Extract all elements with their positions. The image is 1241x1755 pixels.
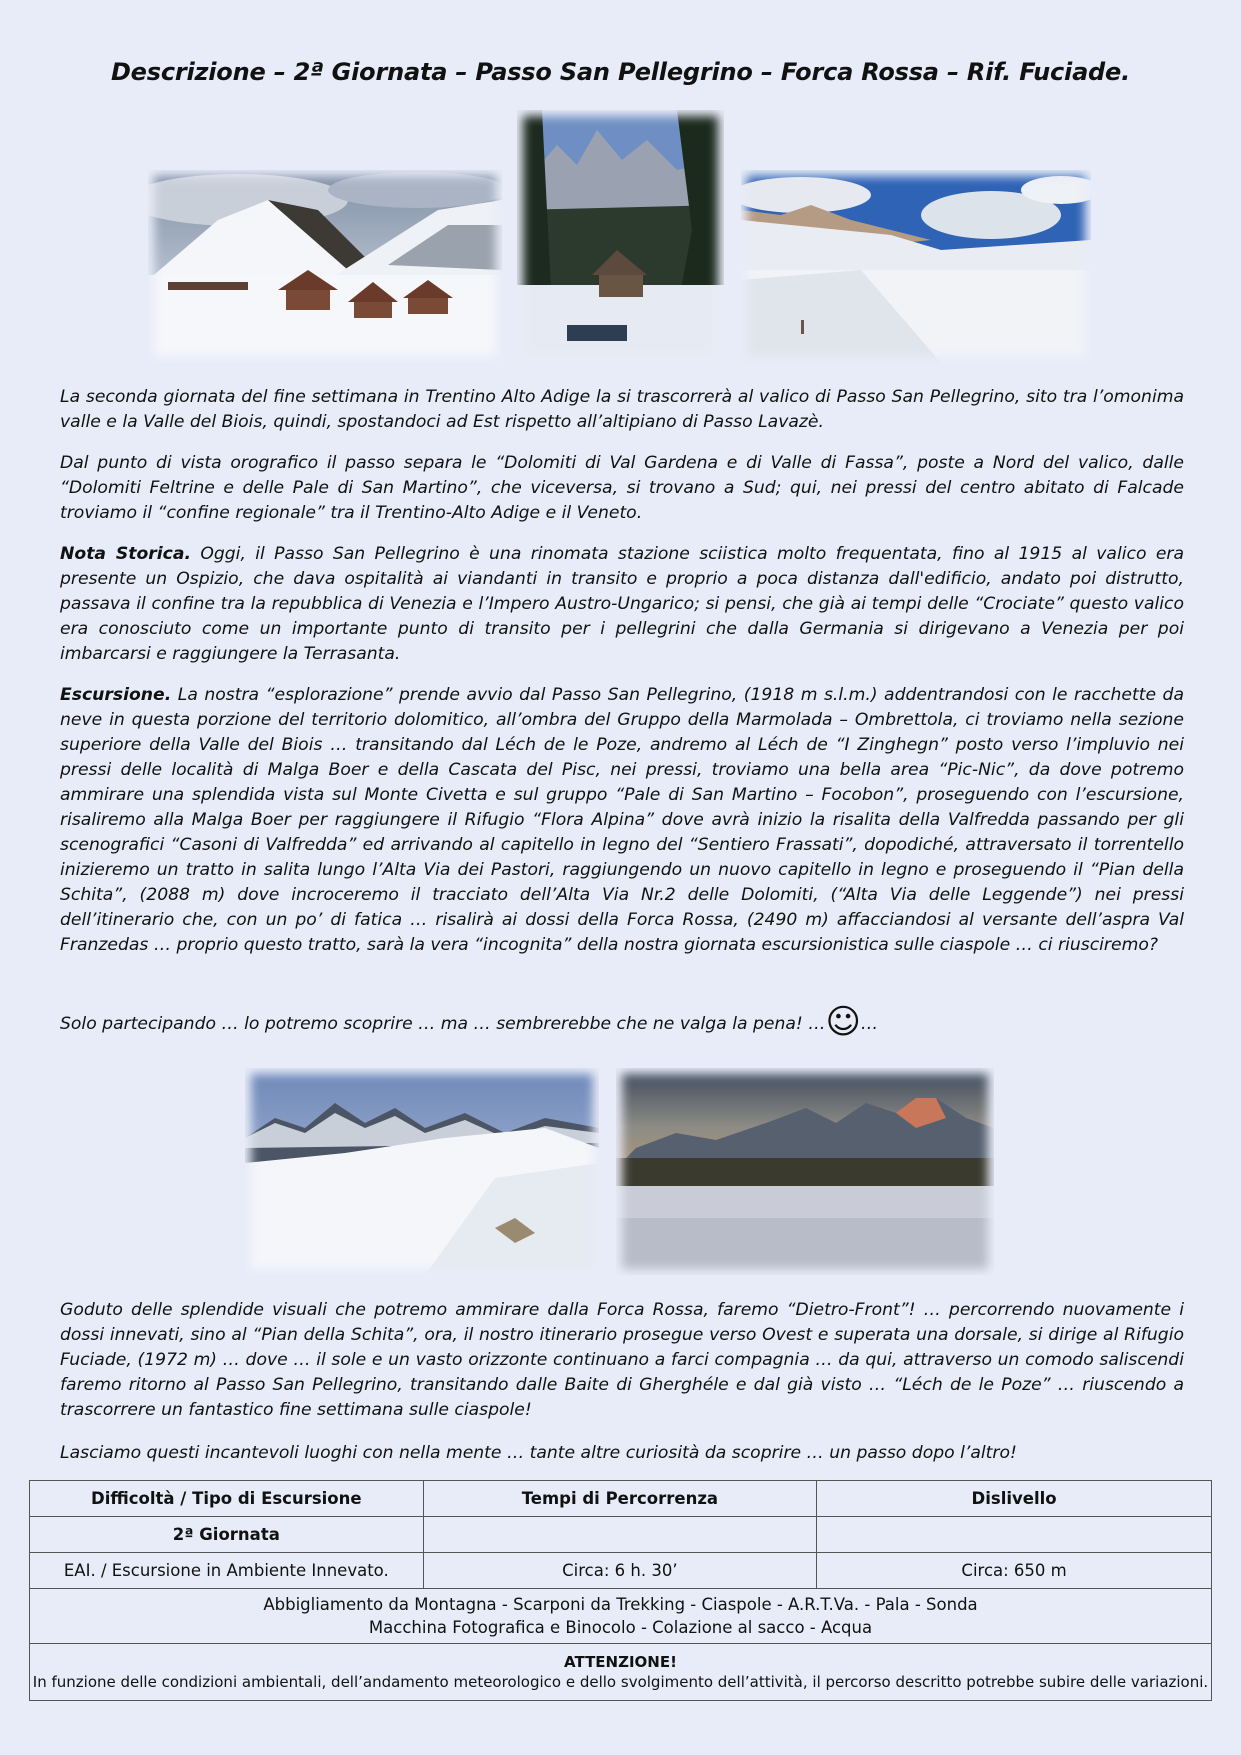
paragraph-closing (60, 1441, 1184, 1466)
time-value: Circa: 6 h. 30’ (423, 1553, 817, 1589)
paragraph-history (60, 542, 1184, 667)
excursion-info-table (29, 1480, 1212, 1701)
history-label: Nota Storica. (60, 544, 191, 564)
smiley-icon: ☺ (825, 1002, 861, 1042)
warning-row (30, 1644, 1212, 1701)
paragraph-orography (60, 451, 1184, 526)
paragraph-return (60, 1298, 1184, 1423)
paragraph-excursion (60, 683, 1184, 958)
table-header-row (30, 1481, 1212, 1517)
equipment-line-1: Abbigliamento da Montagna - Scarponi da Trekking - Ciaspole - A.R.T.Va. - Pala - Sonda (263, 1595, 978, 1614)
warning-title: ATTENZIONE! (564, 1653, 677, 1671)
warning-text: In funzione delle condizioni ambientali, dell’andamento meteorologico e dello svolgimento dell’attività, il percorso descritto potrebbe subire delle variazioni. (32, 1673, 1209, 1691)
photo-mountain-hut (517, 110, 724, 363)
orography-text: Dal punto di vista orografico il passo separa le “Dolomiti di Val Gardena e di Valle di Fassa”, poste a Nord del valico, dalle “Dolomiti Feltrine e delle Pale di San Martino”, che viceversa, si trovano a Sud; qui, nei pressi del centro abitato di Falcade troviamo il “confine regionale” tra il Trentino-Alto Adige e il Veneto. (60, 453, 1184, 523)
paragraph-teaser (60, 1002, 1184, 1042)
teaser-ellipsis: … (860, 1014, 879, 1034)
table-row (30, 1553, 1212, 1589)
empty-cell (423, 1517, 817, 1553)
excursion-label: Escursione. (60, 685, 172, 705)
photo-snowy-valley (741, 170, 1091, 363)
difficulty-value: EAI. / Escursione in Ambiente Innevato. (30, 1553, 424, 1589)
header-elevation: Dislivello (817, 1481, 1212, 1517)
photo-snowy-village (148, 170, 502, 362)
history-text: Oggi, il Passo San Pellegrino è una rinomata stazione sciistica molto frequentata, fino al 1915 al valico era presente un Ospizio, che dava ospitalità ai viandanti in transito e proprio a poca distanza dall'edificio, andato poi distrutto, passava il confine tra la repubblica di Venezia e l’Impero Austro-Ungarico; si pensi, che già ai tempi delle “Crociate” questo valico era conosciuto come un importante punto di transito per i pellegrini che dalla Germania si dirigevano a Venezia per poi imbarcarsi e raggiungere la Terrasanta. (60, 544, 1184, 664)
equipment-cell (30, 1589, 1212, 1644)
intro-text: La seconda giornata del fine settimana in Trentino Alto Adige la si trascorrerà al valico di Passo San Pellegrino, sito tra l’omonima valle e la Valle del Biois, quindi, spostandoci ad Est rispetto all’altipiano di Passo Lavazè. (60, 387, 1184, 432)
equipment-line-2: Macchina Fotografica e Binocolo - Colazione al sacco - Acqua (368, 1618, 873, 1637)
header-difficulty: Difficoltà / Tipo di Escursione (30, 1481, 424, 1517)
photo-dolomites-snowfield (245, 1068, 599, 1275)
return-text: Goduto delle splendide visuali che potremo ammirare dalla Forca Rossa, faremo “Dietro-Front”! … percorrendo nuovamente i dossi innevati, sino al “Pian della Schita”, ora, il nostro itinerario prosegue verso Ovest e superata una dorsale, si dirige al Rifugio Fuciade, (1972 m) … dove … il sole e un vasto orizzonte continuano a farci compagnia … da qui, attraverso un comodo saliscendi faremo ritorno al Passo San Pellegrino, transitando dalle Baite di Gherghéle e dal già visto … “Léch de le Poze” … riuscendo a trascorrere un fantastico fine settimana sulle ciaspole! (60, 1300, 1184, 1420)
teaser-text: Solo partecipando … lo potremo scoprire … ma … sembrerebbe che ne valga la pena! … (60, 1014, 826, 1034)
closing-text: Lasciamo questi incantevoli luoghi con nella mente … tante altre curiosità da scoprire … un passo dopo l’altro! (60, 1443, 1017, 1463)
photo-pale-sunset (616, 1068, 994, 1275)
header-times: Tempi di Percorrenza (423, 1481, 817, 1517)
day-label: 2ª Giornata (30, 1517, 424, 1553)
equipment-row (30, 1589, 1212, 1644)
warning-cell (30, 1644, 1212, 1701)
elevation-value: Circa: 650 m (817, 1553, 1212, 1589)
paragraph-intro (60, 385, 1184, 435)
excursion-text: La nostra “esplorazione” prende avvio dal Passo San Pellegrino, (1918 m s.l.m.) addentrandosi con le racchette da neve in questa porzione del territorio dolomitico, all’ombra del Gruppo della Marmolada – Ombrettola, ci troviamo nella sezione superiore della Valle del Biois … transitando dal Léch de le Poze, andremo al Léch de “I Zinghegn” posto verso l’impluvio nei pressi delle località di Malga Boer e della Cascata del Pisc, nei pressi, troviamo una bella area “Pic-Nic”, da dove potremo ammirare una splendida vista sul Monte Civetta e sul gruppo “Pale di San Martino – Focobon”, proseguendo con l’escursione, risaliremo alla Malga Boer per raggiungere il Rifugio “Flora Alpina” dove avrà inizio la risalita della Valfredda passando per gli scenografici “Casoni di Valfredda” ed arrivando al capitello in legno del “Sentiero Frassati”, dopodiché, attraversato il torrentello inizieremo un tratto in salita lungo l’Alta Via dei Pastori, raggiungendo un nuovo capitello in legno e proseguendo il “Pian della Schita”, (2088 m) dove incroceremo il tracciato dell’Alta Via Nr.2 delle Dolomiti, (“Alta Via delle Leggende”) nei pressi dell’itinerario che, con un po’ di fatica … risalirà ai dossi della Forca Rossa, (2490 m) affacciandosi al versante dell’aspra Val Franzedas … proprio questo tratto, sarà la vera “incognita” della nostra giornata escursionistica sulle ciaspole … ci riusciremo? (60, 685, 1184, 955)
page-title: Descrizione – 2ª Giornata – Passo San Pellegrino – Forca Rossa – Rif. Fuciade. (110, 58, 1131, 86)
empty-cell (817, 1517, 1212, 1553)
table-row (30, 1517, 1212, 1553)
